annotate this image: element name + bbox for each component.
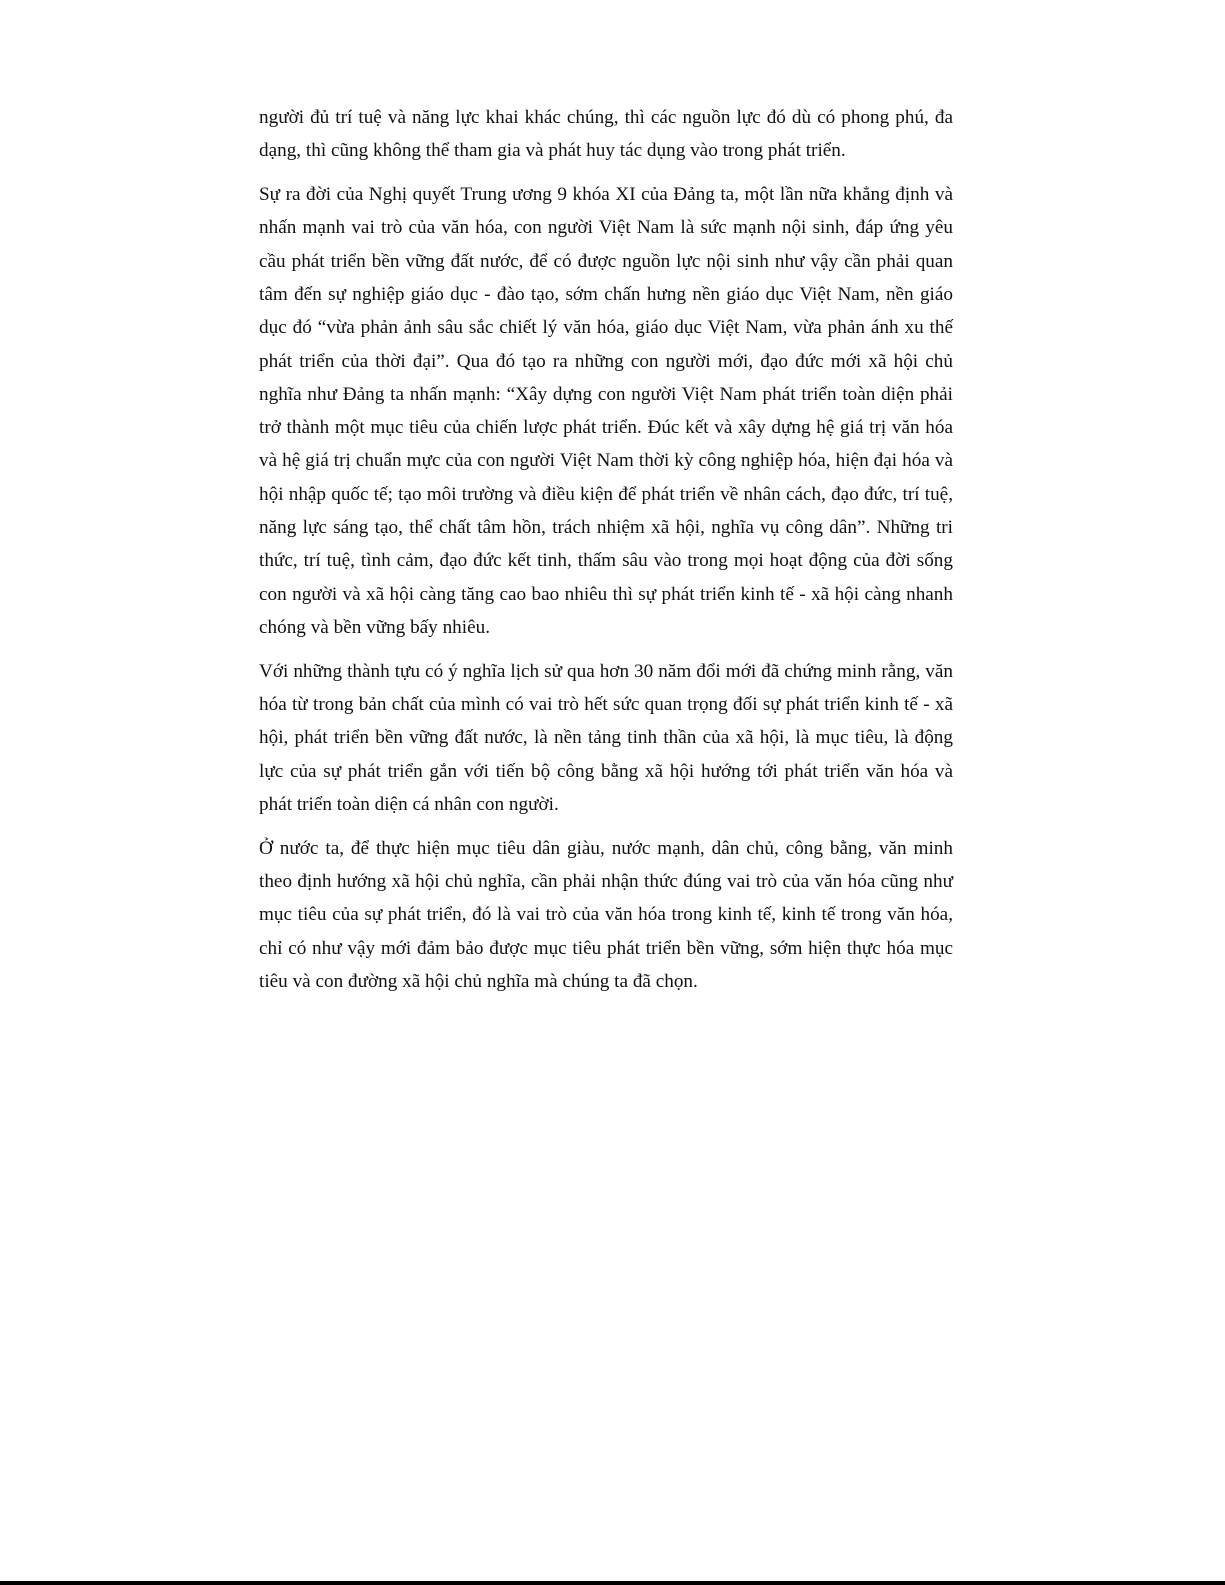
page-bottom-border xyxy=(0,1581,1225,1585)
paragraph-3: Với những thành tựu có ý nghĩa lịch sử qua hơn 30 năm đổi mới đã chứng minh rằng, văn hóa từ trong bản chất của mình có vai trò hết sức quan trọng đối sự phát triển kinh tế - xã hội, phát triển bền vững đất nước, là nền tảng tinh thần của xã hội, là mục tiêu, là động lực của sự phát triển gắn với tiến bộ công bằng xã hội hướng tới phát triển văn hóa và phát triển toàn diện cá nhân con người. xyxy=(259,660,953,815)
paragraph-4: Ở nước ta, để thực hiện mục tiêu dân giàu, nước mạnh, dân chủ, công bằng, văn minh theo định hướng xã hội chủ nghĩa, cần phải nhận thức đúng vai trò của văn hóa cũng như mục tiêu của sự phát triển, đó là vai trò của văn hóa trong kinh tế, kinh tế trong văn hóa, chỉ có như vậy mới đảm bảo được mục tiêu phát triển bền vững, sớm hiện thực hóa mục tiêu và con đường xã hội chủ nghĩa mà chúng ta đã chọn. xyxy=(259,837,953,992)
paragraph-2: Sự ra đời của Nghị quyết Trung ương 9 khóa XI của Đảng ta, một lần nữa khẳng định và nhấn mạnh vai trò của văn hóa, con người Việt Nam là sức mạnh nội sinh, đáp ứng yêu cầu phát triển bền vững đất nước, để có được nguồn lực nội sinh như vậy cần phải quan tâm đến sự nghiệp giáo dục - đào tạo, sớm chấn hưng nền giáo dục Việt Nam, nền giáo dục đó “vừa phản ảnh sâu sắc chiết lý văn hóa, giáo dục Việt Nam, vừa phản ánh xu thế phát triển của thời đại”. Qua đó tạo ra những con người mới, đạo đức mới xã hội chủ nghĩa như Đảng ta nhấn mạnh: “Xây dựng con người Việt Nam phát triển toàn diện phải trở thành một mục tiêu của chiến lược phát triển. Đúc kết và xây dựng hệ giá trị văn hóa và hệ giá trị chuẩn mực của con người Việt Nam thời kỳ công nghiệp hóa, hiện đại hóa và hội nhập quốc tế; tạo môi trường và điều kiện để phát triển về nhân cách, đạo đức, trí tuệ, năng lực sáng tạo, thể chất tâm hồn, trách nhiệm xã hội, nghĩa vụ công dân”. Những tri thức, trí tuệ, tình cảm, đạo đức kết tinh, thấm sâu vào trong mọi hoạt động của đời sống con người và xã hội càng tăng cao bao nhiêu thì sự phát triển kinh tế - xã hội càng nhanh chóng và bền vững bấy nhiêu. xyxy=(259,184,953,638)
document-body xyxy=(259,101,953,1009)
paragraph-1: người đủ trí tuệ và năng lực khai khác chúng, thì các nguồn lực đó dù có phong phú, đa dạng, thì cũng không thể tham gia và phát huy tác dụng vào trong phát triển. xyxy=(259,107,953,162)
